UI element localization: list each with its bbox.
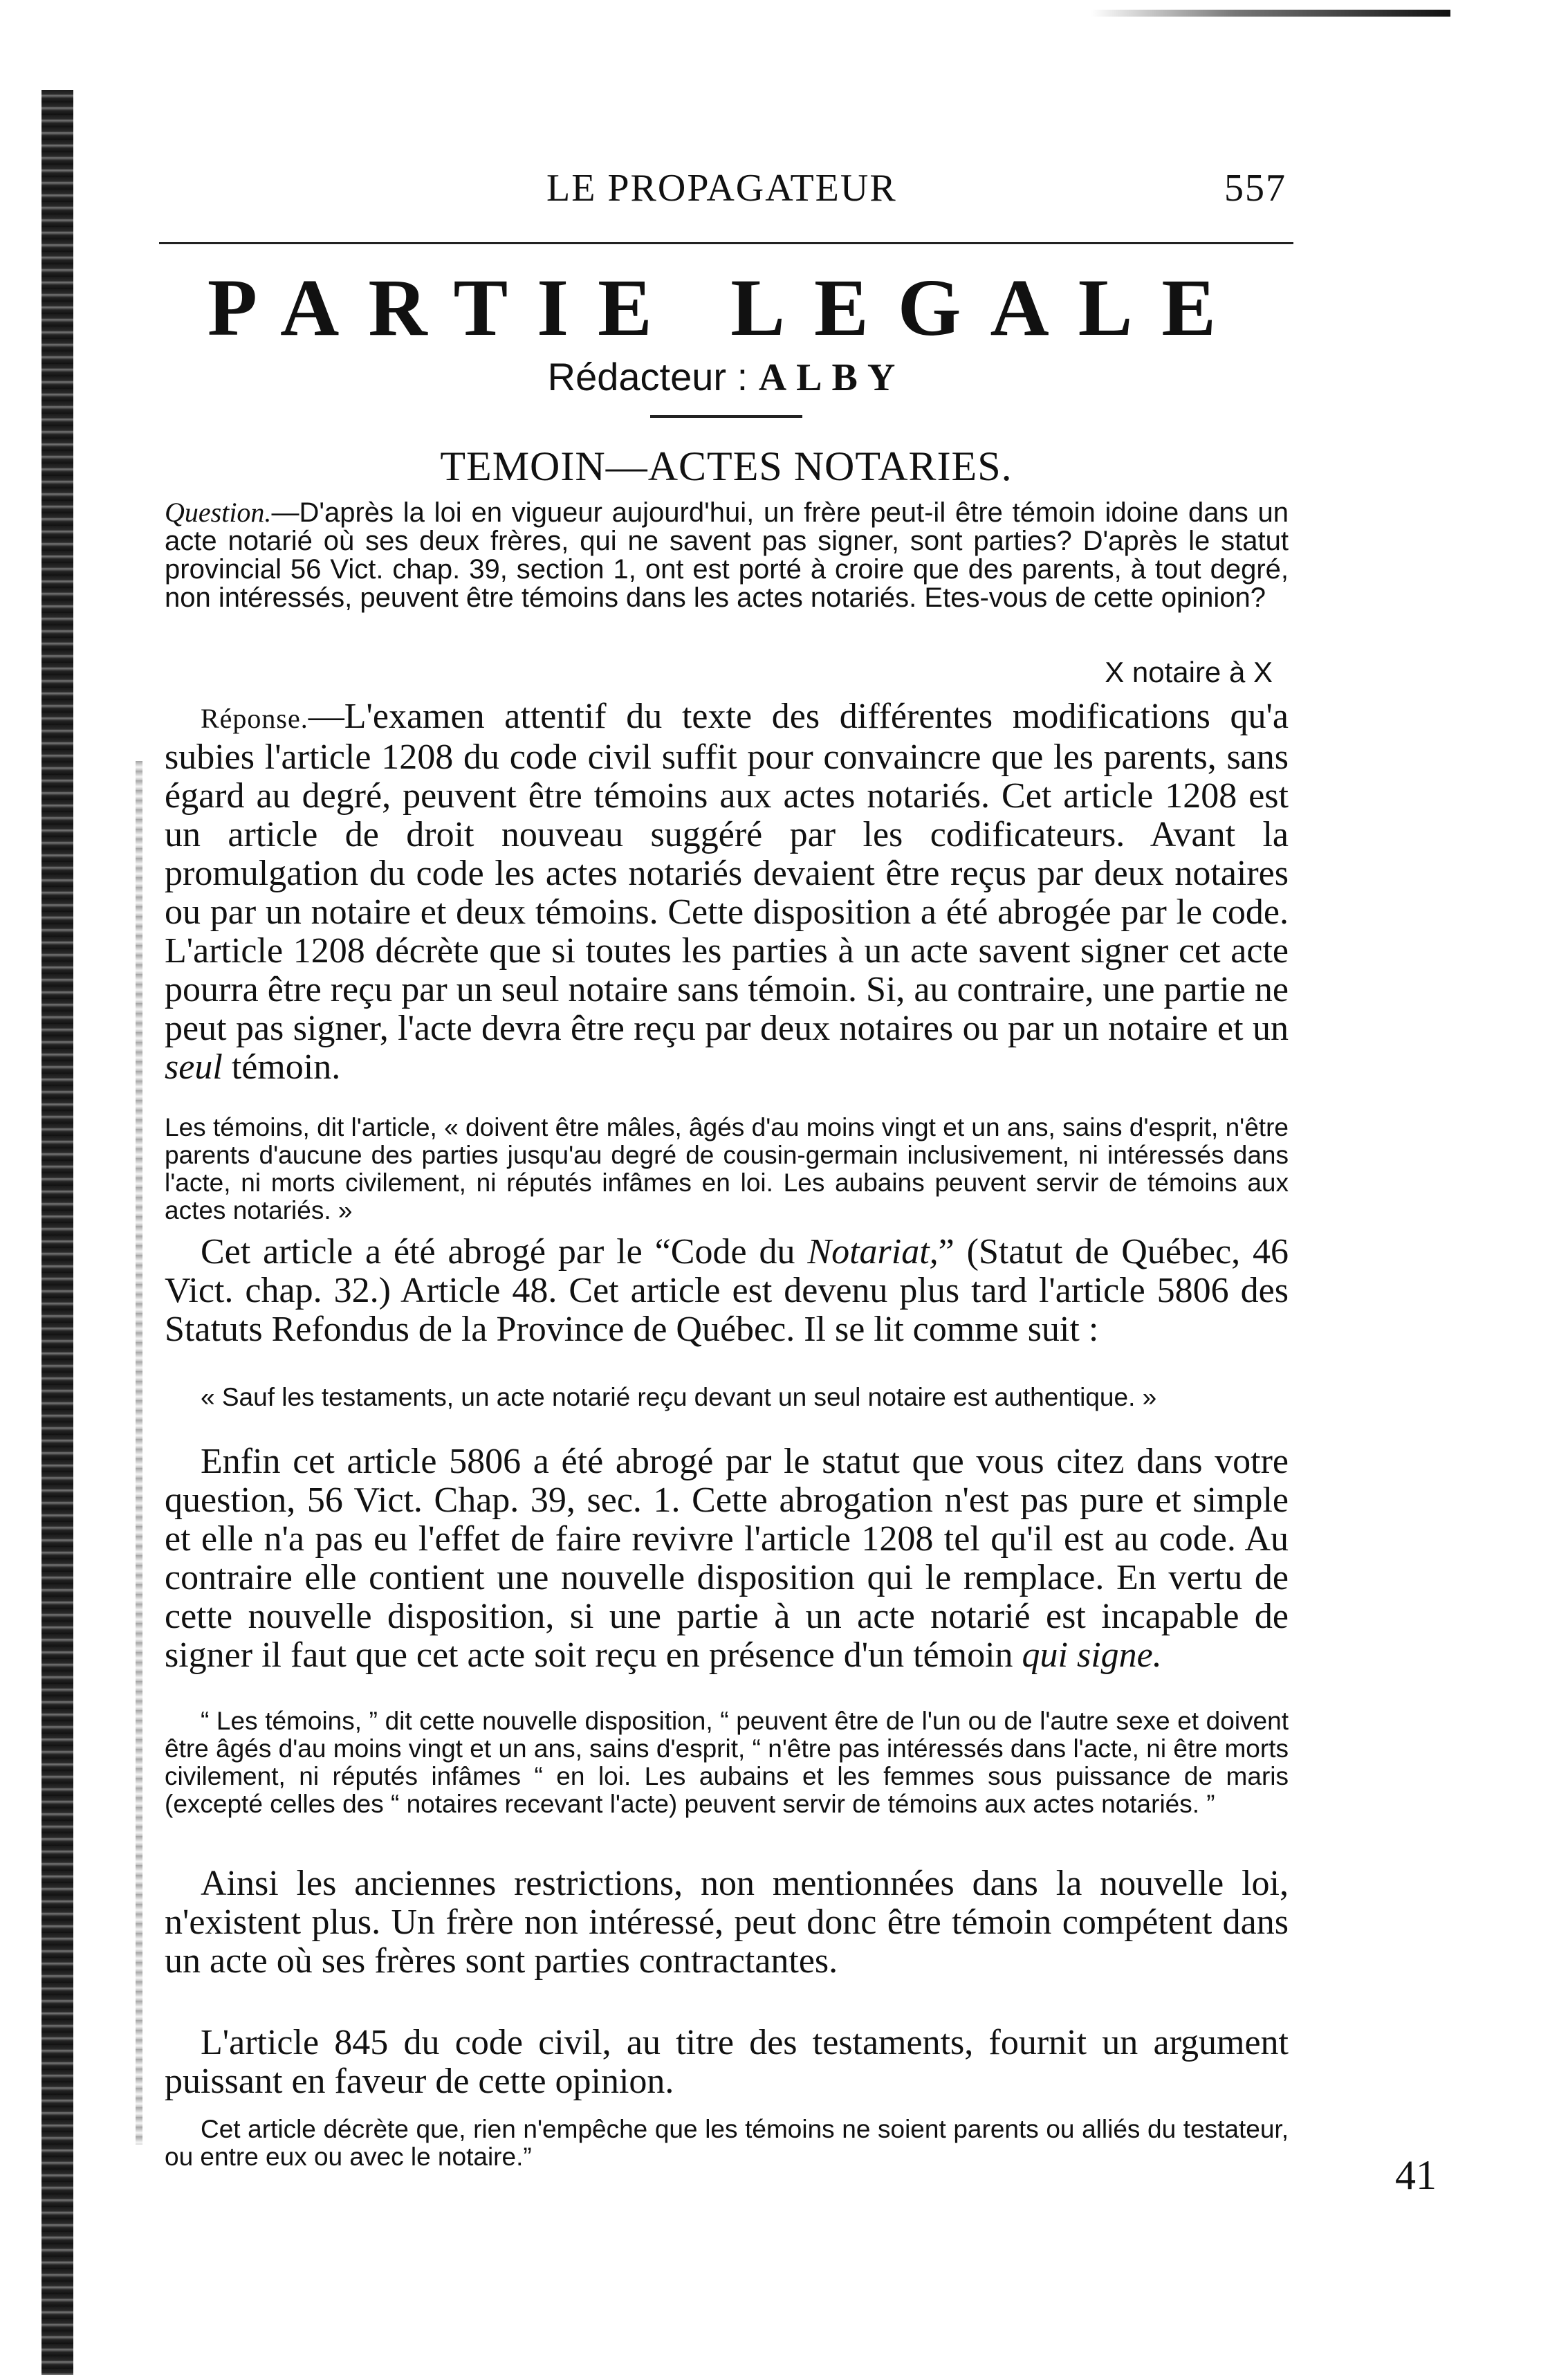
paragraph-text-end: ” (Statut de Québec, 46 Vict. chap. 32.) Article 48. Cet article est devenu plus tard l'article 5806 des Statuts Refondus de la Province de Québec. Il se lit comme suit :	[165, 1232, 1289, 1349]
paragraph-text: Enfin cet article 5806 a été abrogé par le statut que vous citez dans votre question, 56 Vict. Chap. 39, sec. 1. Cette abrogation n'est pas pure et simple et elle n'a pas eu l'effet de faire revivre l'article 1208 tel qu'il est au code. Au contraire elle contient une nouvelle disposition qui le remplace. En vertu de cette nouvelle disposition, si une partie à un acte notarié est incapable de signer il faut que cet acte soit reçu en présence d'un témoin	[165, 1442, 1289, 1675]
question-paragraph	[165, 498, 1289, 612]
paragraph-code-notariat	[165, 1233, 1289, 1349]
scan-edge-shadow	[136, 761, 142, 2145]
answer-paragraph	[165, 697, 1289, 1087]
answer-text: —L'examen attentif du texte des différentes modifications qu'a subies l'article 1208 du code civil suffit pour convaincre que les parents, sans égard au degré, peuvent être témoins aux actes notariés. Cet article 1208 est un article de droit nouveau suggéré par les codificateurs. Avant la promulgation du code les actes notariés devaient être reçus par deux notaires ou par un notaire et deux témoins. Cette disposition a été abrogée par le code. L'article 1208 décrète que si toutes les parties à un acte savent signer cet acte pourra être reçu par un seul notaire sans témoin. Si, au contraire, une partie ne peut pas signer, l'acte devra être reçu par deux notaires ou par un notaire et un	[165, 697, 1289, 1048]
paragraph-text: Cet article a été abrogé par le “Code du	[201, 1232, 795, 1272]
editor-line	[159, 353, 1293, 402]
paragraph-emphasis: Notariat,	[807, 1232, 939, 1272]
answer-label: Réponse.	[201, 703, 308, 734]
answer-emphasis: seul	[165, 1047, 223, 1087]
signature-number: 41	[1395, 2152, 1437, 2198]
running-head	[159, 166, 1293, 214]
ornament-rule	[650, 415, 802, 418]
paragraph-conclusion: Ainsi les anciennes restrictions, non mentionnées dans la nouvelle loi, n'existent plus. Un frère non intéressé, peut donc être témoin compétent dans un acte où ses frères sont parties contractantes.	[165, 1864, 1289, 1981]
quote-new-disposition: “ Les témoins, ” dit cette nouvelle disposition, “ peuvent être de l'un ou de l'autre sexe et doivent être âgés d'au moins vingt et un ans, sains d'esprit, “ n'être pas intéressés dans l'acte, ni être morts civilement, ni réputés infâmes “ en loi. Les aubains et les femmes sous puissance de maris (excepté celles des “ notaires recevant l'acte) peuvent servir de témoins aux actes notariés. ”	[165, 1707, 1289, 1818]
question-text: —D'après la loi en vigueur aujourd'hui, un frère peut-il être témoin idoine dans un acte notarié où ses deux frères, qui ne savent pas signer, sont parties? D'après le statut provincial 56 Vict. chap. 39, section 1, ont est porté à croire que des parents, à tout degré, non intéressés, peuvent être témoins dans les actes notariés. Etes-vous de cette opinion?	[165, 497, 1289, 613]
quote-article-5806: « Sauf les testaments, un acte notarié reçu devant un seul notaire est authentique. »	[201, 1383, 1157, 1411]
quote-article-1208: Les témoins, dit l'article, « doivent être mâles, âgés d'au moins vingt et un ans, sains d'esprit, n'être parents d'aucune des parties jusqu'au degré de cousin-germain inclusivement, ni intéressés dans l'acte, ni morts civilement, ni réputés infâmes en loi. Les aubains peuvent servir de témoins aux actes notariés. »	[165, 1113, 1289, 1225]
paragraph-emphasis: qui signe.	[1022, 1635, 1162, 1675]
quote-article-845: Cet article décrète que, rien n'empêche que les témoins ne soient parents ou alliés du testateur, ou entre eux ou avec le notaire.”	[165, 2115, 1289, 2171]
section-title: PARTIE LEGALE	[207, 262, 1246, 353]
question-label: Question.	[165, 497, 272, 528]
answer-text-end: témoin.	[231, 1047, 341, 1087]
page-number: 557	[1224, 167, 1286, 210]
scan-corner-mark	[1091, 10, 1450, 17]
question-signature: X notaire à X	[1105, 656, 1273, 688]
article-heading: TEMOIN—ACTES NOTARIES.	[440, 443, 1013, 489]
header-divider	[159, 242, 1293, 244]
paragraph-abrogation	[165, 1442, 1289, 1675]
scan-edge-left	[41, 90, 73, 2375]
editor-name: ALBY	[758, 356, 905, 399]
editor-label: Rédacteur :	[547, 355, 748, 398]
paragraph-article-845: L'article 845 du code civil, au titre des testaments, fournit un argument puissant en faveur de cette opinion.	[165, 2023, 1289, 2101]
running-head-title: LE PROPAGATEUR	[546, 167, 897, 210]
page	[159, 138, 1293, 2318]
